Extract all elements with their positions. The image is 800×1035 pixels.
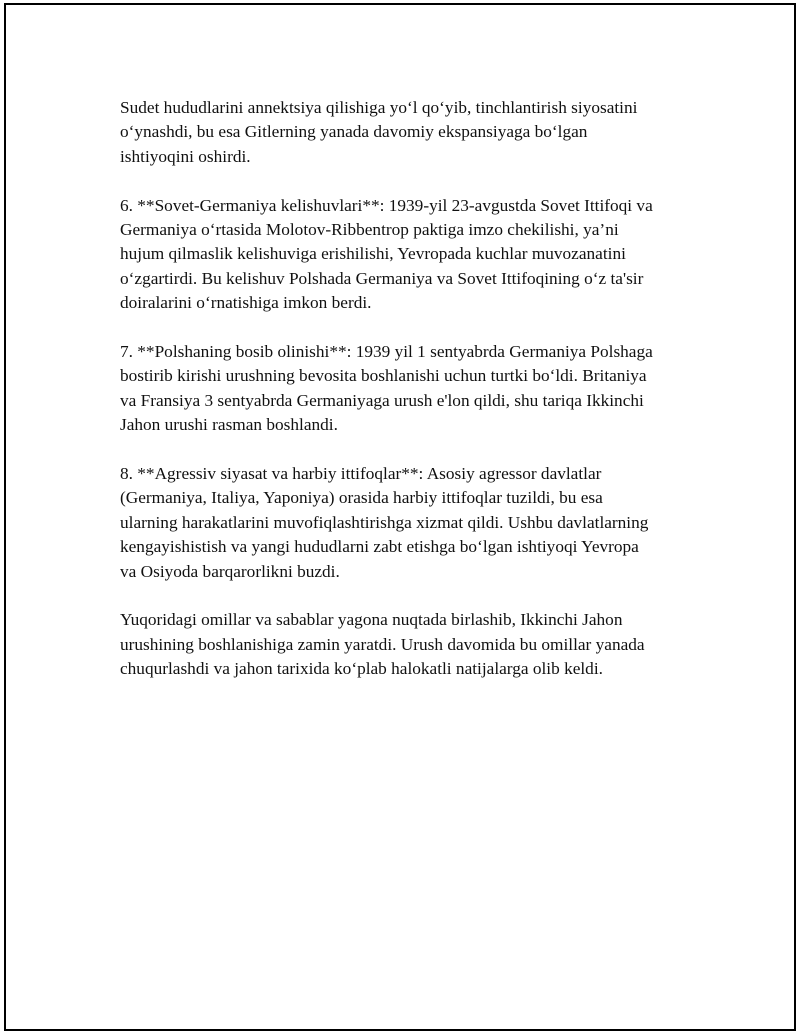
text-line: chuqurlashdi va jahon tarixida koʻplab halokatli natijalarga olib keldi. bbox=[120, 659, 603, 679]
text-line: urushining boshlanishiga zamin yaratdi. Urush davomida bu omillar yanada bbox=[120, 634, 645, 654]
paragraph-soviet-german-agreements bbox=[120, 194, 695, 316]
text-line: va Osiyoda barqarorlikni buzdi. bbox=[120, 561, 340, 581]
text-line: oʻynashdi, bu esa Gitlerning yanada davomiy ekspansiyaga boʻlgan bbox=[120, 122, 588, 142]
text-line: ularning harakatlarini muvofiqlashtirishga xizmat qildi. Ushbu davlatlarning bbox=[120, 512, 649, 532]
text-line: doiralarini oʻrnatishiga imkon berdi. bbox=[120, 293, 372, 313]
text-line: hujum qilmaslik kelishuviga erishilishi, Yevropada kuchlar muvozanatini bbox=[120, 244, 626, 264]
text-line: bostirib kirishi urushning bevosita boshlanishi uchun turtki boʻldi. Britaniya bbox=[120, 366, 647, 386]
paragraph-conclusion bbox=[120, 608, 695, 681]
paragraph-aggressive-policy bbox=[120, 462, 695, 584]
document-body bbox=[120, 96, 695, 706]
text-line: kengayishistish va yangi hududlarni zabt etishga boʻlgan ishtiyoqi Yevropa bbox=[120, 537, 639, 557]
text-line: Sudet hududlarini annektsiya qilishiga yoʻl qoʻyib, tinchlantirish siyosatini bbox=[120, 98, 638, 117]
text-line: va Fransiya 3 sentyabrda Germaniyaga urush e'lon qildi, shu tariqa Ikkinchi bbox=[120, 390, 644, 410]
text-line: 6. **Sovet-Germaniya kelishuvlari**: 1939-yil 23-avgustda Sovet Ittifoqi va bbox=[120, 195, 653, 215]
paragraph-poland-invasion bbox=[120, 340, 695, 438]
document-page bbox=[4, 3, 796, 1031]
text-line: (Germaniya, Italiya, Yaponiya) orasida harbiy ittifoqlar tuzildi, bu esa bbox=[120, 488, 603, 508]
text-line: ishtiyoqini oshirdi. bbox=[120, 146, 251, 166]
text-line: Yuqoridagi omillar va sabablar yagona nuqtada birlashib, Ikkinchi Jahon bbox=[120, 610, 623, 630]
text-line: Jahon urushi rasman boshlandi. bbox=[120, 415, 338, 435]
text-line: Germaniya oʻrtasida Molotov-Ribbentrop paktiga imzo chekilishi, ya’ni bbox=[120, 220, 619, 240]
text-line: 8. **Agressiv siyasat va harbiy ittifoqlar**: Asosiy agressor davlatlar bbox=[120, 464, 602, 484]
text-line: 7. **Polshaning bosib olinishi**: 1939 yil 1 sentyabrda Germaniya Polshaga bbox=[120, 342, 653, 362]
text-line: oʻzgartirdi. Bu kelishuv Polshada Germaniya va Sovet Ittifoqining oʻz ta'sir bbox=[120, 268, 644, 288]
paragraph-sudet-annexation bbox=[120, 96, 695, 169]
